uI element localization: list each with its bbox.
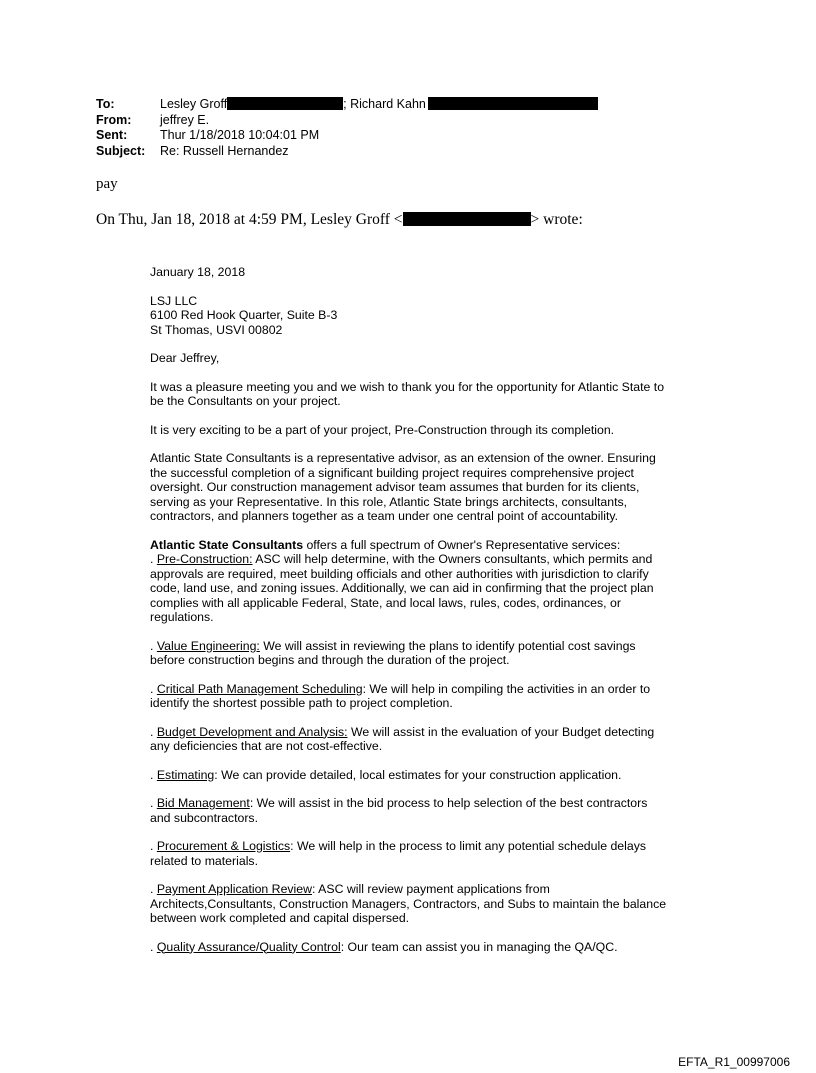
service-item — [150, 839, 670, 868]
service-title: Critical Path Management Scheduling — [156, 681, 363, 696]
sent-value: Thur 1/18/2018 10:04:01 PM — [160, 128, 320, 142]
subject-value: Re: Russell Hernandez — [160, 143, 289, 158]
service-item — [150, 682, 670, 711]
quote-suffix: > wrote: — [530, 211, 583, 228]
quoted-letter — [150, 265, 670, 968]
service-text: : We will help in the process to limit any potential schedule delays related to materials. — [150, 839, 647, 868]
letter-date: January 18, 2018 — [150, 265, 246, 279]
service-item — [150, 940, 670, 955]
from-value: jeffrey E. — [160, 112, 210, 127]
sent-label: Sent: — [96, 128, 128, 142]
bullet: . — [150, 839, 157, 853]
to-label: To: — [96, 97, 115, 111]
redaction-bar — [428, 97, 598, 110]
services-intro-text: offers a full spectrum of Owner's Representative services: — [303, 537, 621, 552]
from-row — [96, 113, 598, 129]
company-name: Atlantic State Consultants — [150, 537, 304, 552]
service-text: : We will assist in the bid process to help selection of the best contractors and subcontractors. — [150, 796, 648, 825]
service-item — [150, 768, 670, 783]
service-item — [150, 552, 670, 625]
service-item — [150, 639, 670, 668]
service-text: : ASC will review payment applications from Architects,Consultants, Construction Managers, Contractors, and Subs to maintain the balance between work completed and capital dispersed. — [150, 882, 667, 925]
document-id: EFTA_R1_00997006 — [678, 1055, 790, 1069]
service-text: We will assist in the evaluation of your Budget detecting any deficiencies that are not cost-effective. — [150, 724, 655, 753]
service-title: Pre-Construction: — [156, 552, 253, 566]
to-row — [96, 97, 598, 113]
reply-text: pay — [96, 176, 118, 192]
service-item — [150, 882, 670, 926]
service-title: Quality Assurance/Quality Control — [156, 939, 341, 954]
bullet: . — [150, 939, 157, 954]
quote-attribution — [96, 211, 583, 229]
paragraph: It was a pleasure meeting you and we wish to thank you for the opportunity for Atlantic State to be the Consultants on your project. — [150, 379, 665, 408]
subject-label: Subject: — [96, 143, 146, 158]
services-intro — [150, 538, 670, 553]
service-text: : We will help in compiling the activities in an order to identify the shortest possible path to project completion. — [150, 681, 651, 710]
salutation: Dear Jeffrey, — [150, 351, 220, 365]
service-item — [150, 725, 670, 754]
bullet: . — [150, 796, 157, 810]
service-text: ASC will help determine, with the Owners consultants, which permits and approvals are required, meet building officials and other authorities with jurisdiction to clarify code, land use, and zoning issues. Additionally, we can aid in confirming that the project plan complies with all applicable Federal, State, and local laws, rules, codes, ordinances, or regulations. — [150, 552, 654, 624]
to-name-2: ; Richard Kahn — [343, 97, 426, 111]
paragraph: It is very exciting to be a part of your project, Pre-Construction through its completion. — [150, 422, 615, 437]
redaction-bar — [227, 97, 343, 110]
service-text: : Our team can assist you in managing the QA/QC. — [340, 939, 618, 954]
sent-row — [96, 128, 598, 144]
email-header — [96, 97, 598, 159]
bullet: . — [150, 638, 157, 653]
bullet: . — [150, 724, 157, 739]
address-line: St Thomas, USVI 00802 — [150, 322, 283, 337]
address-line: LSJ LLC — [150, 293, 198, 308]
address-line: 6100 Red Hook Quarter, Suite B-3 — [150, 308, 338, 322]
address-block — [150, 294, 670, 338]
paragraph: Atlantic State Consultants is a representative advisor, as an extension of the owner. Ensuring the successful completion of a significant building project requires comprehensive project oversight. Our construction management advisor team assumes that burden for its clients, serving as your Representative. In this role, Atlantic State brings architects, consultants, contractors, and planners together as a team under one central point of accountability. — [150, 451, 656, 523]
service-title: Estimating — [156, 767, 215, 782]
service-text: We will assist in reviewing the plans to identify potential cost savings before construction begins and through the duration of the project. — [150, 638, 636, 667]
to-name-1: Lesley Groff — [160, 97, 228, 111]
subject-row — [96, 144, 598, 160]
service-item — [150, 796, 670, 825]
from-label: From: — [96, 112, 132, 127]
service-title: Value Engineering: — [156, 638, 260, 653]
bullet: . — [150, 882, 157, 896]
bullet: . — [150, 552, 157, 566]
bullet: . — [150, 681, 157, 696]
service-title: Budget Development and Analysis: — [156, 724, 348, 739]
bullet: . — [150, 767, 157, 782]
service-title: Bid Management — [156, 796, 250, 810]
redaction-bar — [403, 212, 531, 226]
quote-prefix: On Thu, Jan 18, 2018 at 4:59 PM, Lesley Groff < — [96, 211, 403, 228]
service-text: : We can provide detailed, local estimates for your construction application. — [214, 767, 622, 782]
service-title: Payment Application Review — [156, 882, 313, 896]
service-title: Procurement & Logistics — [156, 839, 291, 853]
